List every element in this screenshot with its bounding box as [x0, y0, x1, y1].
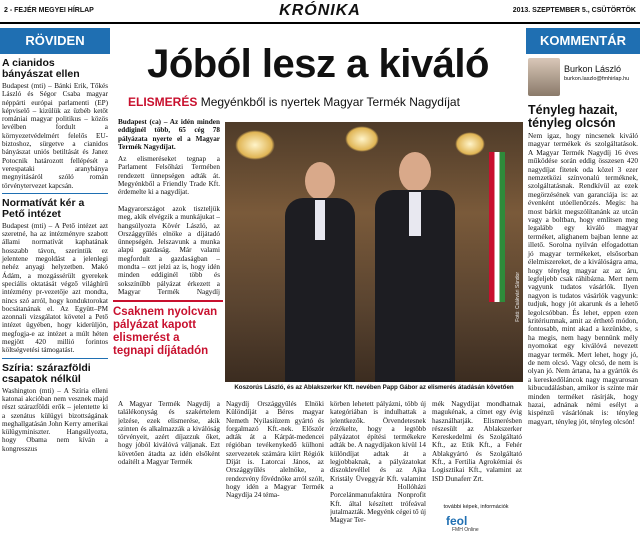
article-headline: Jóból lesz a kiváló — [147, 42, 489, 86]
brief-text: Washington (mti) – A Szíria elleni katonai akcióban nem vesznek majd részt szárazföldi erők – jelentette ki a szenátus külügyi bizottságának meghallgatásán John Kerry amerikai külügyminiszter. Hangsúlyozta, hogy Obama nem kíván a kongresszus — [2, 386, 108, 453]
author-name: Burkon László — [564, 64, 622, 74]
more-info-label: további képek, információk — [443, 504, 509, 510]
hungarian-flag — [489, 152, 505, 302]
subheadline-text: Megyénkből is nyertek Magyar Termék Nagydíjat — [200, 95, 460, 109]
chandelier — [235, 130, 275, 160]
feol-sub: FMH Online — [452, 527, 479, 533]
brief-text: Budapest (mti) – A Pető intézet azt szeretné, ha az intézményre szabott állami normatívát kaphatának hosszabb távon, szerintük ez jelentene megoldást a jelenlegi nehéz anyagi helyzetben. Makó Ádám, a mozgássérült gyerekek speciális oktatását végző világhírű intézmény pr-vezetője azt mondta, nincs szó arról, hogy konduktorokat bocsátanának el. Az Együtt–PM azonnali vizsgálatot követel a Pető intézet ügyében, hogy kiderüljön, megfogja-e az intézet a múlt héten megjött 420 millió forintos költségvetési támogatást. — [2, 221, 108, 355]
person-left — [285, 162, 355, 382]
commentary-text: Nem igaz, hogy nincsenek kiváló magyar termékek és szolgáltatások. A Magyar Termék Nagydíj 16 éves működése során eddig összesen 420 nagydíjat fitetek oda közel 3 ezer nemzetközi színvonalú terméknek, szolgáltatásnak. Rendkívül az ezek megörzésének van garanciája is: az évenként utóellenőrzés. Megis: ha most bárkit megszólítanánk az utcán vagy a boltban, hogy említsen meg legalább egy kiváló magyar terméket, alighanem bajban lenne az illető. Sorolna nyilván elfogadottan jó magyar termékeket, elsősorban élelmiszereket, de a kiválóságra ama, hogy tényleg magyar az az áru, legfeljebb csak ráhibázna. Mert nem vagyunk tudatos vásárlók. Ilyen nagyon is tudatos vásárlók vagyunk: tudjuk, hogy jót akarunk és a lehető legolcsóbban. És lehet, eppen ezen kritériumnak, amit az érthető módon, fontosabb, mint akad a kezünkbe, s ha megis, nem hagy bennünk mély nyomokat egy kiválóvá nevezett magyar termék. Mert lehet, hogy jó, de nem olcsó. Vagy olcsó, de nem is olyan jó. Nem ártana, ha a gyártók és a kereskedőláncok nagy magyarosan kibucudálásban, amikor is színte már minden terméket rásírják, hogy hazai, adnának némi esélyt a kispénzű vásárlónak is: tényleg magyart, tényleg jót, tényleg olcsón! — [528, 131, 638, 426]
commentary-title: KOMMENTÁR — [526, 28, 640, 54]
brief-headline: Normatívát kér a Pető intézet — [2, 196, 85, 220]
article-kicker: ELISMERÉS — [128, 95, 198, 109]
article-column-1 — [118, 118, 220, 296]
briefs-title: RÖVIDEN — [0, 28, 110, 54]
brief-text: Budapest (mti) – Bánki Erik, Tőkés László és Ségor Csaba magyar néppárti európai parlamenti (EP) képviselő – kizülük az üzbéb ketőt romániai magyar politikus – közös levélben fordult a környezetvédelmért felelős EU-biztoshoz, sürgetve a cianidos bányászat uniós betiltását és Janez Potocnik határozott fellépését a verespataki aranybánya megnyitásáról szóló román törvénytervezet kapcsán. — [2, 82, 108, 190]
commentary-headline: Tényleg hazait, tényleg olcsón — [528, 103, 618, 130]
photo-credit: Fotó: Csákvári Sándor — [515, 272, 521, 322]
feol-logo: feol — [446, 514, 468, 528]
briefs-column — [0, 28, 110, 535]
article-column-5: mék Nagydíjat mondhatnak magukénak, a címet egy évig használhatják. Elismerésben részesült az Ablakszerker Kereskedelmi és Szolgáltató Kft., az Etik Kft., a Fehér Ablakgyártó és Szolgáltató Kft., a Fertilia Agrokémiai és Logisztikai Kft., valamint az ISD Dunaferr Zrt. — [432, 400, 522, 483]
article-body: Az elismeréseket tegnap a Parlament Felsőházi Termében rendezett ünnepségen adták át. Megyénkből a Friendly Trade Kft. érdemelte ki a nagydíjat. Magyarországot azok tiszteljük meg, akik elvégzik a munkájukat – hangsúlyozta Kövér László, az Országgyűlés elnöke a díjátadó ünnepségén. Jelszavunk a munka alapú gazdaság. Már valami megfordult a gazdaságban – mondta – ezt jelzi az is, hogy idén minden eddiginél több és sokszínűbb pályázat érkezett a Magyar Termék Nagydíj — [118, 155, 220, 296]
article-column-3: Nagydíj Országgyűlés Elnöki Különdíját a Béres magyar Nemeth Nyilasiüzem gyártó és forgalmazó Kft.-nek. Először adták át a Kárpát-medencei régióban tevékenykedő külhoni szervezetek számára kiírt Régiók Díját is. Latorcai János, az Országgyűlés alelnöke, a rendezvény fővédnöke arról szólt, hogy idén a Magyar Termék Nagydíja 24 téma- — [226, 400, 324, 500]
article-subheadline — [128, 95, 518, 109]
author-email[interactable]: burkon.laszlo@fmhirlap.hu — [564, 76, 630, 82]
brief-headline: Szíria: szárazföldi csapatok nélkül — [2, 361, 91, 385]
award-photo — [225, 122, 523, 382]
section-title: KRÓNIKA — [279, 2, 361, 19]
commentary-column — [526, 28, 640, 535]
feol-promo[interactable] — [430, 504, 522, 534]
photo-caption: Koszorús László, és az Ablakszerker Kft. nevében Papp Gábor az elismerés átadásán követően — [234, 384, 514, 391]
person-right — [375, 152, 455, 382]
chandelier — [345, 126, 379, 152]
article-column-2: A Magyar Termék Nagydíj a találékonyság és szakértelem jelzése, ezek elismerése, akik szinten és alkalmazzák a kiválóság törvényeit, azért díjazzuk őket, hogy jóból kiválóvá váljanak. Ezt követően átadta az idén elsőként odaítélt a Magyar Termék — [118, 400, 220, 467]
pull-quote: Csaknem nyolcvan pályázat kapott elismerést a tegnapi díjátadón — [113, 300, 223, 358]
author-info — [560, 58, 629, 82]
head — [399, 152, 431, 192]
head — [305, 162, 335, 200]
shirt — [409, 192, 421, 236]
page-number-paper: 2 - FEJÉR MEGYEI HÍRLAP — [4, 7, 94, 14]
brief-headline: A cianidos bányászat ellen — [2, 57, 80, 80]
author-avatar — [528, 58, 560, 96]
page-header — [0, 0, 640, 24]
shirt — [315, 200, 325, 240]
article-lead: Budapest (ca) – Az idén minden eddiginél több, 65 cég 78 pályázata nyerte el a Magyar Termék Nagydíjat. — [118, 118, 220, 151]
author-block — [526, 54, 640, 100]
issue-date: 2013. SZEPTEMBER 5., CSÜTÖRTÖK — [512, 7, 636, 14]
chandelier — [455, 132, 485, 156]
article-column-4: körben lehetett pályázni, több új kategóriában is indulhattak a jelentkezők. Örvendetesnek érzékelte, hogy a legtöbb pályázatot építési termékekre adták be. A nagydíjakon kívül 14 különdíjat adtak át a legjobbaknak, a pályázatokat díszoklevéllel és az Ajka Kristály Üveggyár Kft. valamint a Hollóházi Porcelánmanufaktúra Nonprofit Kft. által készített trófeával jutalmazták. Megyénk cégei tő új Magyar Ter- — [330, 400, 426, 525]
